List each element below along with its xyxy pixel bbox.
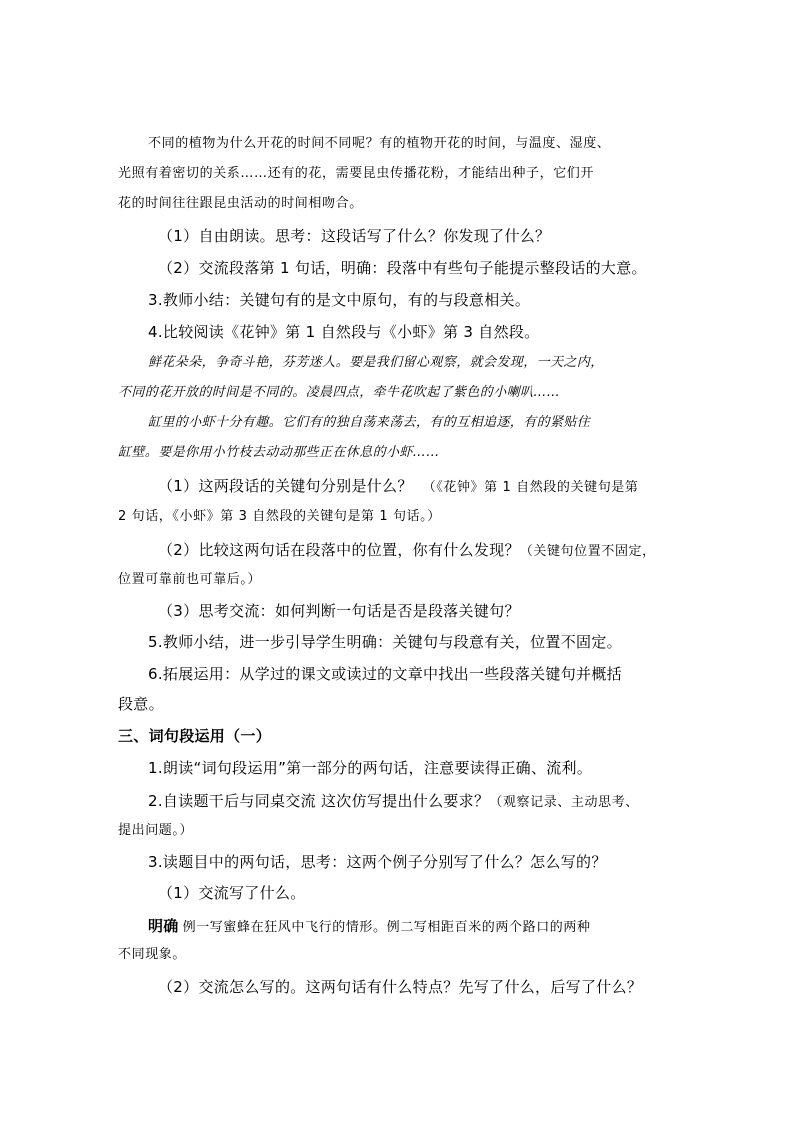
paragraph-line: 不同的植物为什么开花的时间不同呢？有的植物开花的时间，与温度、湿度、 [148, 136, 611, 151]
item-2-question: 2.自读题干后与同桌交流 这次仿写提出什么要求？ [148, 792, 490, 810]
section-heading: 三、词句段运用（一） [118, 727, 272, 745]
bullet-1-question: （1）这两段话的关键句分别是什么？ [158, 477, 413, 495]
clarify-text-cont: 不同现象。 [118, 947, 187, 962]
clarify-line [148, 918, 591, 934]
bullet-3: （3）思考交流：如何判断一句话是否是段落关键句？ [158, 602, 520, 620]
sub-item-2: （2）交流怎么写的。这两句话有什么特点？先写了什么，后写了什么？ [158, 978, 643, 996]
step-6: 6.拓展运用：从学过的课文或读过的文章中找出一些段落关键句并概括 [148, 665, 622, 683]
paragraph-line: 光照有着密切的关系……还有的花，需要昆虫传播花粉，才能结出种子，它们开 [118, 166, 595, 181]
clarify-text: 例一写蜜蜂在狂风中飞行的情形。例二写相距百米的两个路口的两种 [182, 920, 591, 935]
bullet-2-answer: （关键句位置不固定， [519, 544, 656, 559]
clarify-label: 明确 [148, 917, 179, 935]
bullet-2-line [158, 542, 656, 558]
step-3: 3.教师小结：关键句有的是文中原句，有的与段意相关。 [148, 291, 531, 309]
bullet-2-question: （2）比较这两句话在段落中的位置，你有什么发现？ [158, 541, 520, 559]
question-1: （1）自由朗读。思考：这段话写了什么？你发现了什么？ [158, 227, 551, 245]
quote-line: 缸壁。要是你用小竹枝去动动那些正在休息的小虾…… [118, 445, 440, 460]
step-4: 4.比较阅读《花钟》第 1 自然段与《小虾》第 3 自然段。 [148, 323, 540, 341]
step-6-cont: 段意。 [118, 695, 164, 713]
item-2-answer: （观察记录、主动思考、 [489, 795, 639, 810]
item-3: 3.读题目中的两句话，思考：这两个例子分别写了什么？怎么写的？ [148, 853, 607, 871]
bullet-1-answer-cont: 2 句话，《小虾》第 3 自然段的关键句是第 1 句话。） [118, 509, 441, 524]
bullet-1-answer: （《花钟》第 1 自然段的关键句是第 [422, 480, 639, 495]
quote-line: 鲜花朵朵，争奇斗艳，芬芳迷人。要是我们留心观察，就会发现，一天之内， [148, 355, 604, 370]
quote-line: 缸里的小虾十分有趣。它们有的独自荡来荡去，有的互相追逐，有的紧贴住 [148, 415, 591, 430]
question-2: （2）交流段落第 1 句话，明确：段落中有些句子能提示整段话的大意。 [158, 259, 647, 277]
item-1: 1.朗读“词句段运用”第一部分的两句话，注意要读得正确、流利。 [148, 759, 593, 777]
quote-line: 不同的花开放的时间是不同的。凌晨四点，牵牛花吹起了紫色的小喇叭…… [118, 385, 561, 400]
sub-item-1: （1）交流写了什么。 [158, 884, 306, 902]
bullet-2-answer-cont: 位置可靠前也可靠后。） [118, 572, 262, 587]
item-2-answer-cont: 提出问题。） [118, 823, 194, 838]
bullet-1-line [158, 478, 639, 494]
item-2-line [148, 793, 639, 809]
step-5: 5.教师小结，进一步引导学生明确：关键句与段意有关，位置不固定。 [148, 633, 622, 651]
paragraph-line: 花的时间往往跟昆虫活动的时间相吻合。 [118, 196, 363, 211]
